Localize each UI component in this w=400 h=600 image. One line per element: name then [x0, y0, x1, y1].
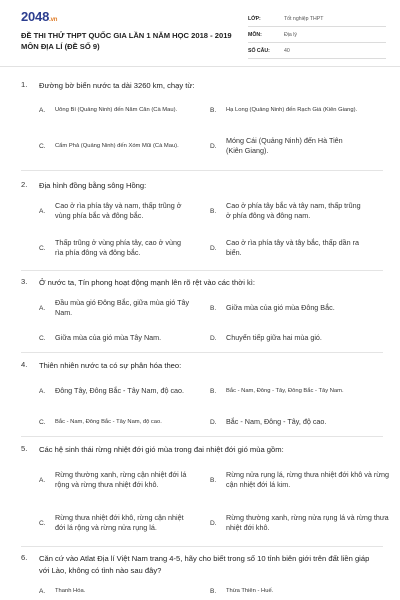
question-text: Thiên nhiên nước ta có sự phân hóa theo:	[39, 361, 182, 370]
option-letter: D.	[210, 334, 217, 342]
option-letter: A.	[39, 587, 46, 595]
option-text: Cao ở phía tây bắc và tây nam, thấp trũng ở phía đông và đông nam.	[226, 200, 361, 220]
option-letter: B.	[210, 304, 217, 312]
option-c[interactable]	[39, 131, 190, 161]
question-text: Địa hình đồng bằng sông Hồng:	[39, 181, 147, 190]
option-text: Bắc - Nam, Đông Bắc - Tây Nam, độ cao.	[55, 418, 162, 425]
option-text: Cao ở rìa phía tây và tây bắc, thấp dần ra biển.	[226, 237, 359, 257]
option-letter: D.	[210, 244, 217, 252]
option-text: Thừa Thiên - Huế.	[226, 587, 274, 594]
option-letter: C.	[39, 142, 46, 150]
option-b[interactable]	[210, 195, 361, 227]
question-head	[21, 180, 379, 192]
meta-row-class	[248, 11, 386, 27]
option-letter: A.	[39, 207, 46, 215]
question-number: 1.	[21, 80, 28, 89]
option-a[interactable]	[39, 195, 190, 227]
option-text: Bắc - Nam, Đông - Tây, Đông Bắc - Tây Nam.	[226, 387, 344, 394]
option-a[interactable]	[39, 95, 190, 125]
exam-title: ĐỀ THI THỬ THPT QUỐC GIA LẦN 1 NĂM HỌC 2018 - 2019 MÔN ĐỊA LÍ (ĐỀ SỐ 9)	[21, 31, 232, 51]
option-text: Rừng nửa rụng lá, rừng thưa nhiệt đới khô và rừng cận nhiệt đới lá kim.	[226, 469, 390, 489]
question-text: Các hệ sinh thái rừng nhiệt đới gió mùa trong đai nhiệt đới gió mùa gồm:	[39, 445, 284, 454]
meta-key: SỐ CÂU:	[248, 47, 270, 54]
option-text: Đầu mùa gió Đông Bắc, giữa mùa gió Tây Nam.	[55, 297, 190, 317]
option-text: Đông Tây, Đông Bắc - Tây Nam, độ cao.	[55, 385, 185, 395]
question-head	[21, 277, 379, 289]
option-c[interactable]	[39, 328, 215, 348]
option-b[interactable]	[210, 375, 361, 407]
option-b[interactable]	[210, 585, 361, 597]
question-text: Căn cứ vào Atlat Địa lí Việt Nam trang 4-5, hãy cho biết trong số 10 tỉnh biên giới trên đất liền giáp với Lào, không có tỉnh nào sau đây?	[39, 554, 370, 575]
option-a[interactable]	[39, 292, 190, 324]
question-separator	[21, 352, 383, 353]
option-text: Giữa mùa của gió mùa Đông Bắc.	[226, 302, 335, 312]
option-letter: B.	[210, 106, 217, 114]
option-text: Bắc - Nam, Đông - Tây, độ cao.	[226, 416, 327, 426]
option-letter: B.	[210, 587, 217, 595]
option-letter: D.	[210, 519, 217, 527]
option-letter: C.	[39, 244, 46, 252]
question-separator	[21, 170, 383, 171]
question-separator	[21, 546, 383, 547]
question-head	[21, 444, 379, 456]
exam-header	[0, 0, 400, 66]
option-text: Chuyển tiếp giữa hai mùa gió.	[226, 332, 322, 342]
meta-row-subject	[248, 27, 386, 43]
option-letter: C.	[39, 418, 46, 426]
option-c[interactable]	[39, 507, 190, 539]
question-head	[21, 360, 379, 372]
option-text: Thấp trũng ở vùng phía tây, cao ở vùng rìa phía đông và đông bắc.	[55, 237, 181, 257]
meta-value: Địa lý	[284, 31, 297, 38]
option-letter: A.	[39, 304, 46, 312]
question-number: 3.	[21, 277, 28, 286]
option-b[interactable]	[210, 459, 391, 501]
option-text: Cẩm Phả (Quảng Ninh) đến Xóm Mũi (Cà Mau).	[55, 142, 179, 149]
option-d[interactable]	[210, 413, 396, 431]
option-letter: C.	[39, 334, 46, 342]
option-letter: B.	[210, 476, 217, 484]
option-text: Hạ Long (Quảng Ninh) đến Rạch Giá (Kiên Giang).	[226, 106, 358, 113]
logo-suffix: .vn	[49, 17, 58, 23]
option-letter: A.	[39, 106, 46, 114]
question-number: 5.	[21, 444, 28, 453]
meta-value: Tốt nghiệp THPT	[284, 15, 324, 22]
option-c[interactable]	[39, 413, 190, 431]
question-head	[21, 80, 379, 92]
question-text: Ở nước ta, Tín phong hoạt động mạnh lên rõ rệt vào các thời kì:	[39, 278, 256, 287]
meta-value: 40	[284, 47, 290, 54]
header-divider	[0, 66, 400, 67]
option-b[interactable]	[210, 292, 396, 324]
option-a[interactable]	[39, 459, 190, 501]
option-text: Giữa mùa của gió mùa Tây Nam.	[55, 332, 162, 342]
option-text: Uông Bí (Quảng Ninh) đến Năm Căn (Cà Mau).	[55, 106, 178, 113]
option-text: Cao ở rìa phía tây và nam, thấp trũng ở vùng phía bắc và đông bắc.	[55, 200, 182, 220]
question-number: 4.	[21, 360, 28, 369]
option-letter: D.	[210, 142, 217, 150]
question-number: 2.	[21, 180, 28, 189]
option-text: Thanh Hóa.	[55, 587, 86, 594]
question-separator	[21, 270, 383, 271]
exam-meta-table	[248, 11, 386, 59]
option-letter: A.	[39, 387, 46, 395]
meta-key: LỚP:	[248, 15, 261, 22]
option-b[interactable]	[210, 95, 361, 125]
option-c[interactable]	[39, 232, 190, 264]
question-separator	[21, 436, 383, 437]
question-text: Đường bờ biển nước ta dài 3260 km, chạy từ:	[39, 81, 195, 90]
option-d[interactable]	[210, 328, 396, 348]
option-a[interactable]	[39, 375, 190, 407]
option-d[interactable]	[210, 232, 361, 264]
option-text: Rừng thường xanh, rừng nửa rụng lá và rừng thưa nhiệt đới khô.	[226, 512, 389, 532]
meta-key: MÔN:	[248, 31, 262, 38]
option-text: Rừng thưa nhiệt đới khô, rừng cận nhiệt đới lá rộng và rừng nửa rụng lá.	[55, 512, 184, 532]
option-letter: B.	[210, 387, 217, 395]
option-d[interactable]	[210, 507, 391, 539]
option-letter: D.	[210, 418, 217, 426]
option-letter: A.	[39, 476, 46, 484]
option-text: Móng Cái (Quảng Ninh) đến Hà Tiên (Kiên Giang).	[226, 135, 343, 155]
site-logo[interactable]: 2048.vn	[21, 9, 58, 24]
option-letter: C.	[39, 519, 46, 527]
option-a[interactable]	[39, 585, 190, 597]
meta-row-count	[248, 43, 386, 59]
question-head	[21, 553, 379, 576]
option-text: Rừng thường xanh, rừng cận nhiệt đới lá rộng và rừng thưa nhiệt đới khô.	[55, 469, 187, 489]
option-letter: B.	[210, 207, 217, 215]
question-number: 6.	[21, 553, 28, 562]
option-d[interactable]	[210, 131, 361, 161]
